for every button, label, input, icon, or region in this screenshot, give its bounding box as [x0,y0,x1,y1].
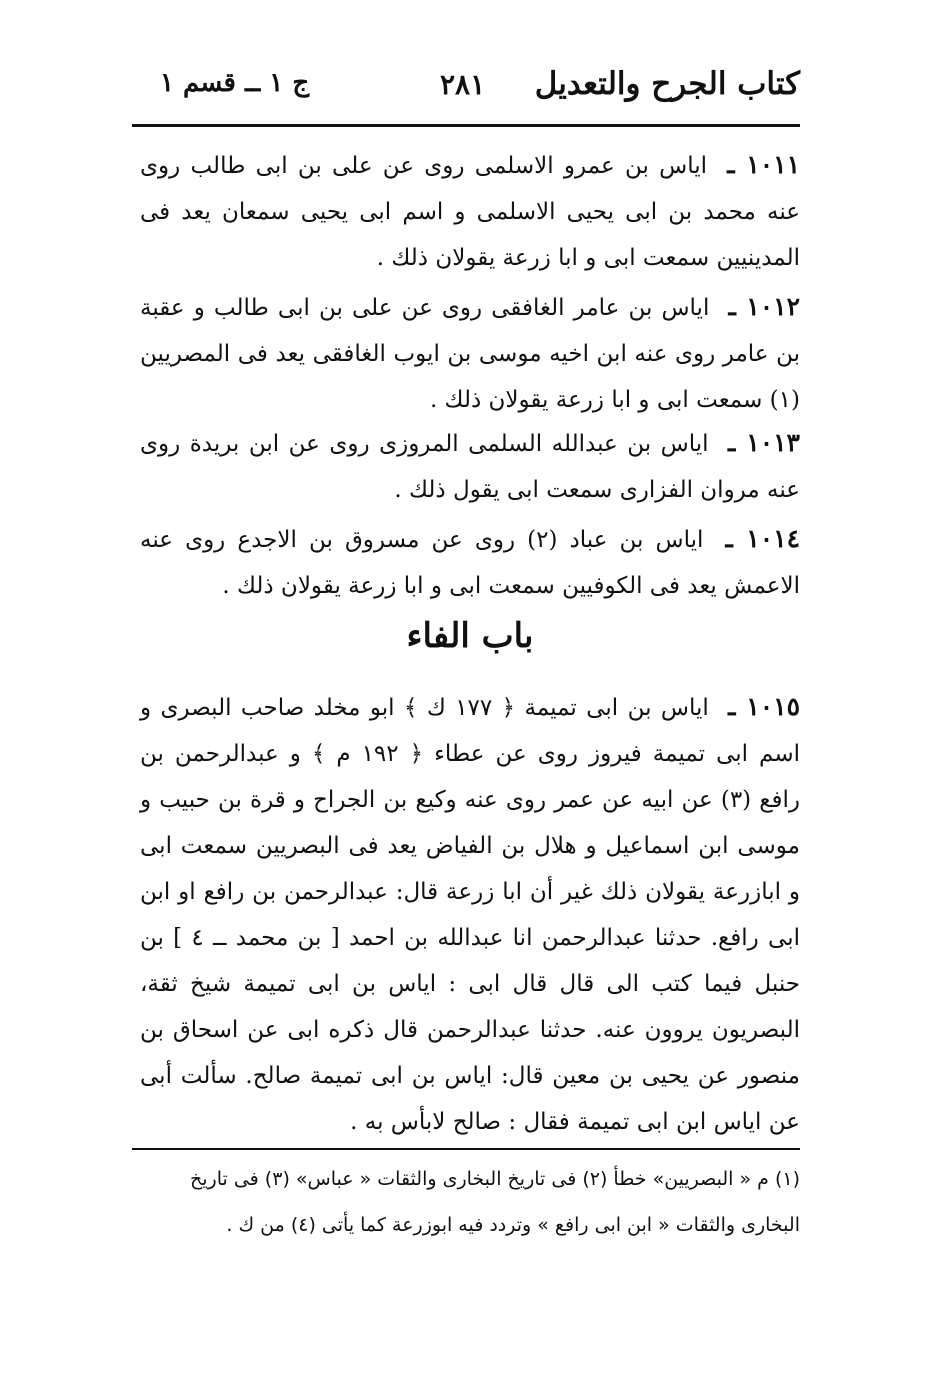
entry-text: اياس بن عبدالله السلمى المروزى روى عن ابن بريدة روى عنه مروان الفزارى سمعت ابى يقول ذلك . [140,431,800,503]
entry-number: ١٠١٣ ـ [728,428,800,457]
entry-text: اياس بن عامر الغافقى روى عن على بن ابى طالب و عقبة بن عامر روى عنه ابن اخيه موسى بن ايوب الغافقى يعد فى المصريين (١) سمعت ابى و ابا زرعة يقولان ذلك . [140,295,800,413]
footnote-divider [132,1148,800,1150]
entry-text: اياس بن عمرو الاسلمى روى عن على بن ابى طالب روى عنه محمد بن ابى يحيى الاسلمى و اسم ابى يحيى سمعان يعد فى المدينيين سمعت ابى و ابا زرعة يقولان ذلك . [140,153,800,271]
book-title: كتاب الجرح والتعديل [534,66,800,102]
header-divider [132,124,800,127]
volume-label: ج ١ ــ قسم ١ [160,68,310,98]
entry-text: اياس بن ابى تميمة ﴿ ١٧٧ ك ﴾ ابو مخلد صاحب البصرى و اسم ابى تميمة فيروز روى عن عطاء ﴿ ١٩٢ م ﴾ و عبدالرحمن بن رافع (٣) عن ابيه عن عمر روى عنه وكيع بن الجراح و قرة بن حبيب و موسى ابن اسماعيل و هلال بن الفياض يعد فى البصريين سمعت ابى و ابازرعة يقولان ذلك غير أن ابا زرعة قال: عبدالرحمن بن رافع او ابن ابى رافع. حدثنا عبدالرحمن انا عبدالله بن احمد [ بن محمد ــ ٤ ] بن حنبل فيما كتب الى قال قال ابى : اياس بن ابى تميمة شيخ ثقة، البصريون يروون عنه. حدثنا عبدالرحمن قال ذكره ابى عن اسحاق بن منصور عن يحيى بن معين قال: اياس بن ابى تميمة صالح. سألت أبى عن اياس ابن ابى تميمة فقال : صالح لابأس به . [140,695,800,1135]
section-heading: باب الفاء [406,616,534,656]
footnote-line-1: (١) م « البصريين» خطأ (٢) فى تاريخ البخارى والثقات « عباس» (٣) فى تاريخ [190,1168,800,1190]
entry-1014 [140,516,800,609]
page-header [130,60,800,120]
entry-number: ١٠١٤ ـ [725,524,801,553]
page-number: ٢٨١ [440,68,486,101]
entry-1013 [140,420,800,513]
entry-1015 [140,684,800,1145]
entry-number: ١٠١٢ ـ [728,292,801,321]
entry-number: ١٠١١ ـ [727,150,800,179]
footnote-line-2: البخارى والثقات « ابن ابى رافع » وتردد فيه ابوزرعة كما يأتى (٤) من ك . [226,1214,800,1236]
entry-1012 [140,284,800,423]
entry-1011 [140,142,800,281]
entry-number: ١٠١٥ ـ [728,692,801,721]
footnotes [140,1156,800,1248]
entry-text: اياس بن عباد (٢) روى عن مسروق بن الاجدع روى عنه الاعمش يعد فى الكوفيين سمعت ابى و ابا زرعة يقولان ذلك . [140,527,800,599]
